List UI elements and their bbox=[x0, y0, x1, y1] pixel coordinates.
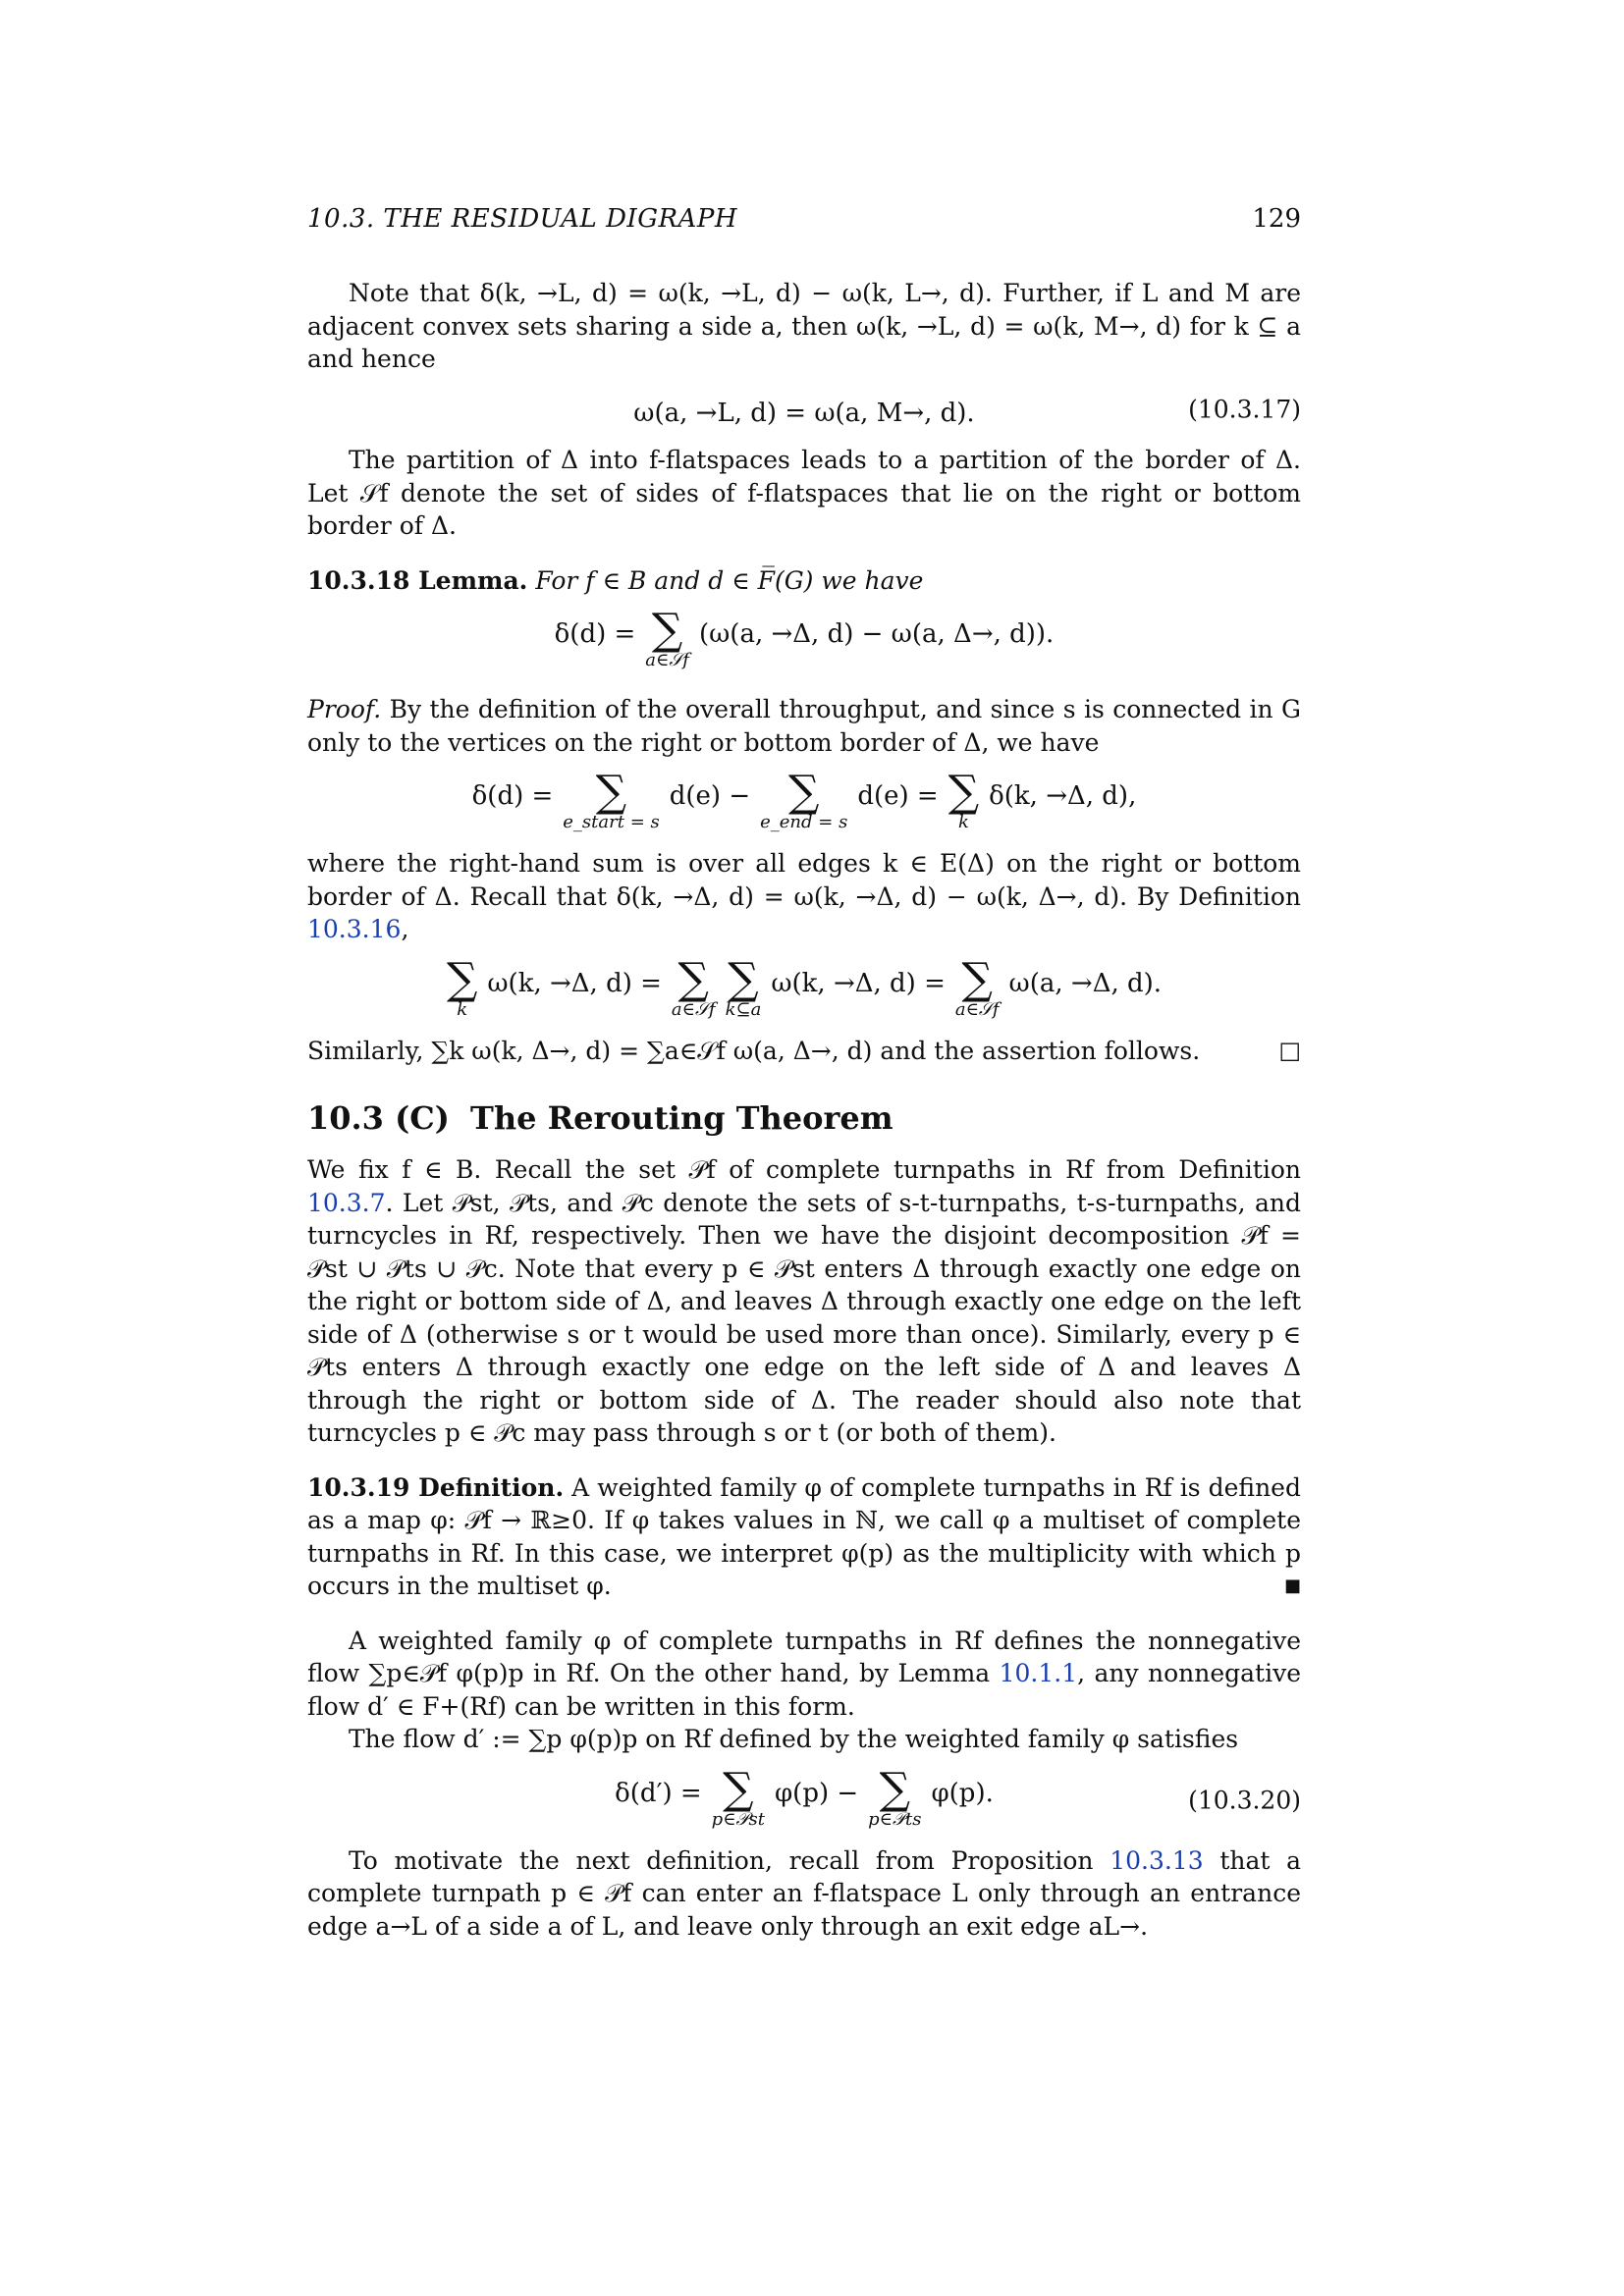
proof bbox=[307, 693, 1301, 759]
equation-term: d(e) = bbox=[857, 781, 939, 811]
equation-term: δ(d) = bbox=[471, 781, 554, 811]
text-run: To motivate the next definition, recall from Proposition bbox=[349, 1845, 1094, 1875]
sum-symbol: ∑ bbox=[446, 953, 478, 1004]
summation bbox=[446, 953, 478, 1021]
sum-symbol: ∑ bbox=[651, 605, 683, 655]
definition-link[interactable]: 10.3.16 bbox=[307, 915, 402, 943]
equation-term: δ(k, →Δ, d), bbox=[989, 781, 1137, 811]
equation-number: (10.3.20) bbox=[1188, 1785, 1301, 1814]
equation-term: ω(k, →Δ, d) = bbox=[771, 968, 946, 998]
sum-symbol: ∑ bbox=[879, 1763, 911, 1814]
sum-index: k bbox=[457, 998, 468, 1020]
paragraph-4 bbox=[307, 1035, 1301, 1068]
page-body bbox=[307, 277, 1301, 1943]
equation-formula: ω(a, →L, d) = ω(a, M→, d). bbox=[633, 398, 975, 428]
proof-equation-2 bbox=[307, 953, 1301, 1021]
definition-10-3-19 bbox=[307, 1471, 1301, 1603]
lemma-equation bbox=[307, 605, 1301, 671]
definition-text: A weighted family φ of complete turnpaths in Rf is defined as a map φ: 𝒫f → ℝ≥0. If φ takes values in ℕ, we call φ a multiset of complete turnpaths in Rf. In this case, we interpret φ(p) as the multiplicity with which p occurs in the multiset φ. bbox=[307, 1472, 1301, 1600]
lemma-link[interactable]: 10.1.1 bbox=[999, 1659, 1078, 1687]
text-run: , bbox=[401, 915, 409, 943]
equation-10-3-17 bbox=[307, 390, 1301, 431]
sum-index: a∈𝒮f bbox=[954, 998, 1000, 1020]
equation-number: (10.3.17) bbox=[1188, 395, 1301, 424]
running-title: 10.3. THE RESIDUAL DIGRAPH bbox=[307, 204, 737, 234]
sum-index: a∈𝒮f bbox=[645, 650, 689, 670]
paragraph-6 bbox=[307, 1625, 1301, 1724]
sum-symbol: ∑ bbox=[961, 953, 993, 1004]
section-title: The Rerouting Theorem bbox=[470, 1099, 893, 1137]
proof-equation-1 bbox=[307, 767, 1301, 833]
sum-symbol: ∑ bbox=[723, 1763, 754, 1814]
paragraph-2: The partition of Δ into f-flatspaces leads to a partition of the border of Δ. Let 𝒮f denote the set of sides of f-flatspaces that lie on the right or bottom border of Δ. bbox=[307, 446, 1301, 540]
page-header bbox=[307, 204, 1301, 243]
proof-text: By the definition of the overall throughput, and since s is connected in G only to the vertices on the right or bottom border of Δ, we have bbox=[307, 695, 1301, 757]
sum-symbol: ∑ bbox=[677, 953, 709, 1004]
definition-link[interactable]: 10.3.7 bbox=[307, 1188, 386, 1217]
equation-term: ω(k, →Δ, d) = bbox=[487, 968, 662, 998]
sum-index: k⊆a bbox=[725, 998, 762, 1020]
paragraph-3 bbox=[307, 847, 1301, 946]
text-run: where the right-hand sum is over all edges k ∈ E(Δ) on the right or bottom border of Δ. Recall that δ(k, →Δ, d) = ω(k, →Δ, d) − ω(k, Δ→, d). By Definition bbox=[307, 849, 1301, 911]
paragraph-5 bbox=[307, 1153, 1301, 1450]
lemma-heading: 10.3.18 Lemma. bbox=[307, 565, 528, 595]
summation bbox=[563, 767, 660, 833]
summation bbox=[645, 605, 689, 671]
sum-index: p∈𝒫st bbox=[711, 1808, 765, 1830]
section-heading bbox=[307, 1096, 1301, 1140]
lemma-lhs: δ(d) = bbox=[554, 619, 636, 649]
text-run: A weighted family φ of complete turnpaths in Rf defines the nonnegative flow ∑p∈𝒫f φ(p)p in Rf. On the other hand, by Lemma bbox=[307, 1626, 1301, 1687]
lemma-rhs: (ω(a, →Δ, d) − ω(a, Δ→, d)). bbox=[698, 619, 1055, 649]
text-run: Similarly, ∑k ω(k, Δ→, d) = ∑a∈𝒮f ω(a, Δ→, d) and the assertion follows. bbox=[307, 1036, 1201, 1065]
end-of-definition-mark: ■ bbox=[1283, 1575, 1301, 1596]
text-run: We fix f ∈ B. Recall the set 𝒫f of complete turnpaths in Rf from Definition bbox=[307, 1155, 1301, 1184]
paragraph-7: The flow d′ := ∑p φ(p)p on Rf defined by the weighted family φ satisfies bbox=[349, 1725, 1239, 1753]
sum-index: e_end = s bbox=[760, 812, 848, 832]
equation-term: φ(p). bbox=[931, 1778, 994, 1808]
sum-index: a∈𝒮f bbox=[671, 998, 716, 1020]
equation-term: ω(a, →Δ, d). bbox=[1008, 968, 1163, 998]
page-number: 129 bbox=[1252, 204, 1301, 234]
summation bbox=[868, 1763, 922, 1831]
text-run: . Let 𝒫st, 𝒫ts, and 𝒫c denote the sets of s-t-turnpaths, t-s-turnpaths, and turncycles in Rf, respectively. Then we have the disjoint decomposition 𝒫f = 𝒫st ∪ 𝒫ts ∪ 𝒫c. Note that every p ∈ 𝒫st enters Δ through exactly one edge on the right or bottom side of Δ, and leaves Δ through exactly one edge on the left side of Δ (otherwise s or t would be used more than once). Similarly, every p ∈ 𝒫ts enters Δ through exactly one edge on the left side of Δ and leaves Δ through the right or bottom side of Δ. The reader should also note that turncycles p ∈ 𝒫c may pass through s or t (or both of them). bbox=[307, 1188, 1301, 1447]
proof-heading: Proof. bbox=[307, 695, 382, 723]
summation bbox=[671, 953, 716, 1021]
sum-index: k bbox=[957, 812, 969, 832]
sum-symbol: ∑ bbox=[728, 953, 759, 1004]
lemma-statement: For f ∈ B and d ∈ F̅(G) we have bbox=[535, 565, 924, 595]
paragraph-1: Note that δ(k, →L, d) = ω(k, →L, d) − ω(k, L→, d). Further, if L and M are adjacent convex sets sharing a side a, then ω(k, →L, d) = ω(k, M→, d) for k ⊆ a and hence bbox=[307, 279, 1301, 373]
sum-symbol: ∑ bbox=[947, 767, 980, 817]
equation-term: d(e) − bbox=[669, 781, 751, 811]
summation bbox=[954, 953, 1000, 1021]
summation bbox=[711, 1763, 765, 1831]
proposition-link[interactable]: 10.3.13 bbox=[1110, 1845, 1204, 1875]
summation bbox=[725, 953, 762, 1021]
text-run: that a complete turnpath p ∈ 𝒫f can enter an f-flatspace L only through an entrance edge a→L of a side a of L, and leave only through an exit edge aL→. bbox=[307, 1845, 1302, 1941]
equation-10-3-20 bbox=[307, 1763, 1301, 1831]
summation bbox=[947, 767, 980, 833]
paragraph-8 bbox=[307, 1844, 1301, 1944]
sum-index: e_start = s bbox=[563, 812, 660, 832]
equation-term: φ(p) − bbox=[774, 1778, 859, 1808]
text-run: , any nonnegative flow d′ ∈ F+(Rf) can be written in this form. bbox=[307, 1659, 1301, 1721]
definition-heading: 10.3.19 Definition. bbox=[307, 1472, 565, 1502]
lemma-10-3-18 bbox=[307, 564, 1301, 598]
section-number: 10.3 (C) bbox=[307, 1099, 450, 1137]
sum-index: p∈𝒫ts bbox=[868, 1808, 922, 1830]
sum-symbol: ∑ bbox=[595, 767, 627, 817]
equation-term: δ(d′) = bbox=[615, 1778, 702, 1808]
summation bbox=[760, 767, 848, 833]
qed-symbol: □ bbox=[1278, 1036, 1301, 1064]
sum-symbol: ∑ bbox=[788, 767, 820, 817]
